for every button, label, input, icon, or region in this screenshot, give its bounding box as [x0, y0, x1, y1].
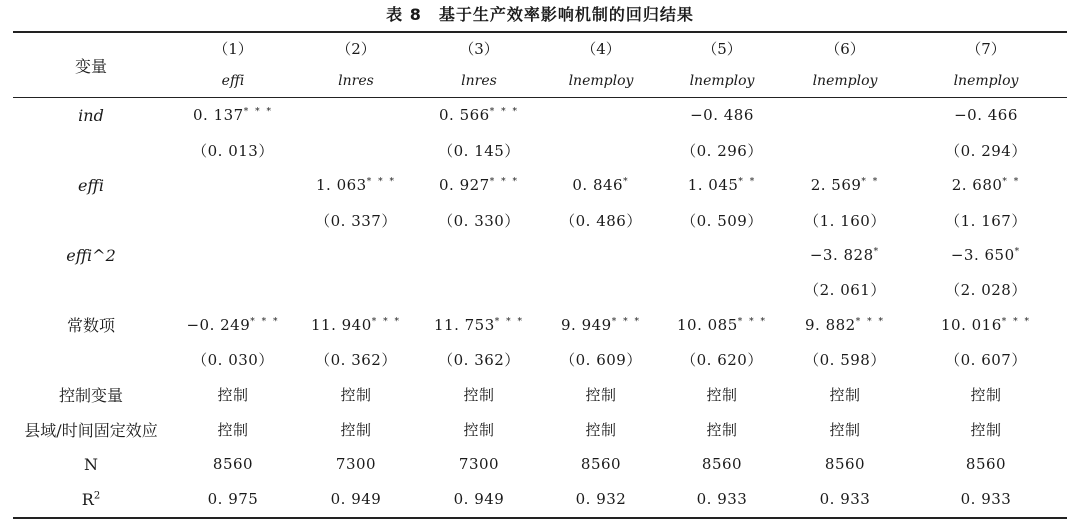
table-cell: （0. 330）	[438, 211, 520, 230]
table-cell	[297, 272, 415, 307]
column-number: （5）	[702, 40, 742, 58]
row-label	[13, 133, 169, 168]
table-cell: （0. 620）	[681, 351, 763, 370]
table-cell: （0. 509）	[681, 211, 763, 230]
column-number: （7）	[966, 40, 1006, 58]
table-cell: （0. 486）	[560, 211, 642, 230]
significance-stars: * *	[1002, 177, 1021, 188]
dependent-variable: lnemploy	[689, 72, 755, 89]
table-cell: 8560	[580, 455, 622, 474]
table-cell: 控制	[829, 420, 861, 439]
table-cell	[297, 238, 415, 273]
table-cell	[415, 272, 543, 307]
header-row-dependent	[13, 64, 1067, 97]
table-cell: （0. 607）	[945, 351, 1027, 370]
row-label: ind	[78, 105, 104, 125]
table-cell: −3. 650*	[950, 246, 1022, 264]
table-row	[13, 203, 1067, 238]
significance-stars: * * *	[494, 316, 524, 327]
table-cell: （0. 362）	[438, 351, 520, 370]
table-cell: 8560	[965, 455, 1007, 474]
table-cell	[169, 272, 297, 307]
table-cell: 0. 137* * *	[193, 106, 273, 125]
table-cell: 8560	[212, 455, 254, 474]
table-cell: −0. 249* * *	[186, 315, 280, 334]
table-header	[13, 33, 1067, 97]
bottom-rule	[13, 517, 1067, 519]
table-cell: （0. 598）	[804, 351, 886, 370]
table-cell: 0. 949	[453, 490, 505, 509]
column-number: （3）	[459, 40, 499, 58]
table-cell: 0. 933	[960, 490, 1012, 509]
table-cell	[169, 168, 297, 203]
table-cell: （0. 362）	[315, 351, 397, 370]
table-row	[13, 168, 1067, 203]
column-number: （6）	[825, 40, 865, 58]
dependent-variable: lnemploy	[568, 72, 634, 89]
table-cell: 7300	[335, 455, 377, 474]
table-cell	[785, 133, 905, 168]
table-cell	[169, 203, 297, 238]
table-cell: 控制	[970, 386, 1002, 405]
table-cell: 控制	[340, 386, 372, 405]
table-cell: （2. 028）	[945, 281, 1027, 300]
table-cell: 8560	[701, 455, 743, 474]
row-label: effi^2	[66, 245, 116, 265]
column-number: （4）	[581, 40, 621, 58]
table-cell	[297, 133, 415, 168]
table-cell: 0. 932	[575, 490, 627, 509]
table-cell: 控制	[706, 420, 738, 439]
table-cell: −0. 486	[690, 106, 754, 125]
significance-stars: * *	[738, 177, 757, 188]
table-cell: （2. 061）	[804, 281, 886, 300]
table-cell: （0. 609）	[560, 351, 642, 370]
table-cell: 0. 933	[819, 490, 871, 509]
table-cell: 控制	[340, 420, 372, 439]
row-label: N	[84, 454, 98, 474]
header-row-numbers	[13, 33, 1067, 64]
table-cell	[659, 238, 785, 273]
row-label	[13, 272, 169, 307]
column-number: （2）	[336, 40, 376, 58]
row-label: 常数项	[66, 316, 115, 336]
significance-stars: *	[1014, 247, 1022, 257]
table-cell: 控制	[217, 420, 249, 439]
significance-stars: * * *	[1001, 316, 1031, 327]
dependent-variable: lnemploy	[812, 72, 878, 89]
table-cell: 2. 569* *	[810, 176, 880, 195]
table-cell: （0. 296）	[681, 141, 763, 160]
table-row	[13, 447, 1067, 482]
table-cell: 0. 846*	[572, 176, 630, 195]
significance-stars: * * *	[855, 316, 885, 327]
table-cell: 控制	[706, 386, 738, 405]
table-cell: 0. 927* * *	[439, 176, 519, 195]
table-row	[13, 482, 1067, 517]
row-label: $R^2$	[81, 489, 101, 509]
table-cell: 控制	[463, 420, 495, 439]
table-row	[13, 133, 1067, 168]
row-label	[13, 203, 169, 238]
column-number: （1）	[213, 40, 253, 58]
table-title: 表 8 基于生产效率影响机制的回归结果	[386, 5, 694, 24]
row-label: 县域/时间固定效应	[24, 420, 158, 440]
table-row	[13, 98, 1067, 133]
significance-stars: * * *	[243, 107, 273, 118]
table-cell	[543, 272, 659, 307]
table-cell: 0. 975	[207, 490, 259, 509]
table-cell	[543, 133, 659, 168]
dependent-variable: lnres	[461, 72, 497, 89]
significance-stars: * * *	[250, 316, 280, 327]
table-cell: 0. 933	[696, 490, 748, 509]
significance-stars: * *	[861, 177, 880, 188]
table-cell: （1. 160）	[804, 211, 886, 230]
table-cell	[543, 238, 659, 273]
table-cell: 11. 753* * *	[434, 315, 524, 334]
significance-stars: *	[873, 247, 881, 257]
table-cell: 11. 940* * *	[311, 315, 401, 334]
table-cell: 10. 085* * *	[677, 315, 767, 334]
table-cell: 2. 680* *	[951, 176, 1021, 195]
row-label: 控制变量	[58, 386, 123, 406]
significance-stars: * * *	[489, 177, 519, 188]
table-row	[13, 307, 1067, 342]
table-cell: 8560	[824, 455, 866, 474]
table-cell	[785, 98, 905, 133]
table-cell: 控制	[217, 386, 249, 405]
dependent-variable: effi	[221, 72, 245, 89]
table-row	[13, 272, 1067, 307]
table-cell: （0. 145）	[438, 141, 520, 160]
dependent-variable: lnemploy	[953, 72, 1019, 89]
row-label	[13, 342, 169, 377]
table-cell: 控制	[829, 386, 861, 405]
table-cell: 0. 949	[330, 490, 382, 509]
table-cell: 控制	[970, 420, 1002, 439]
table-row	[13, 412, 1067, 447]
table-cell: 控制	[585, 386, 617, 405]
significance-stars: * * *	[489, 107, 519, 118]
table-cell: （0. 030）	[192, 351, 274, 370]
table-cell: 7300	[458, 455, 500, 474]
table-cell	[415, 238, 543, 273]
table-row	[13, 238, 1067, 273]
significance-stars: * * *	[371, 316, 401, 327]
table-cell: 控制	[585, 420, 617, 439]
table-cell: 1. 063* * *	[316, 176, 396, 195]
significance-stars: *	[623, 177, 630, 188]
variable-header: 变量	[74, 56, 107, 76]
significance-stars: * * *	[611, 316, 641, 327]
dependent-variable: lnres	[338, 72, 374, 89]
table-cell: 0. 566* * *	[439, 106, 519, 125]
table-cell: （1. 167）	[945, 211, 1027, 230]
row-label: effi	[78, 175, 104, 195]
significance-stars: * * *	[366, 177, 396, 188]
table-cell: （0. 013）	[192, 141, 274, 160]
table-cell	[297, 98, 415, 133]
table-cell	[169, 238, 297, 273]
table-cell: 10. 016* * *	[941, 315, 1031, 334]
table-cell	[659, 272, 785, 307]
regression-table	[13, 98, 1067, 517]
table-cell	[543, 98, 659, 133]
table-cell: 1. 045* *	[687, 176, 757, 195]
significance-stars: * * *	[737, 316, 767, 327]
table-cell: 9. 949* * *	[561, 315, 641, 334]
table-row	[13, 377, 1067, 412]
table-cell: （0. 294）	[945, 141, 1027, 160]
table-cell: −3. 828*	[809, 246, 881, 264]
table-cell: −0. 466	[954, 106, 1018, 125]
table-cell: 控制	[463, 386, 495, 405]
table-cell: 9. 882* * *	[805, 315, 885, 334]
table-cell: （0. 337）	[315, 211, 397, 230]
table-row	[13, 342, 1067, 377]
